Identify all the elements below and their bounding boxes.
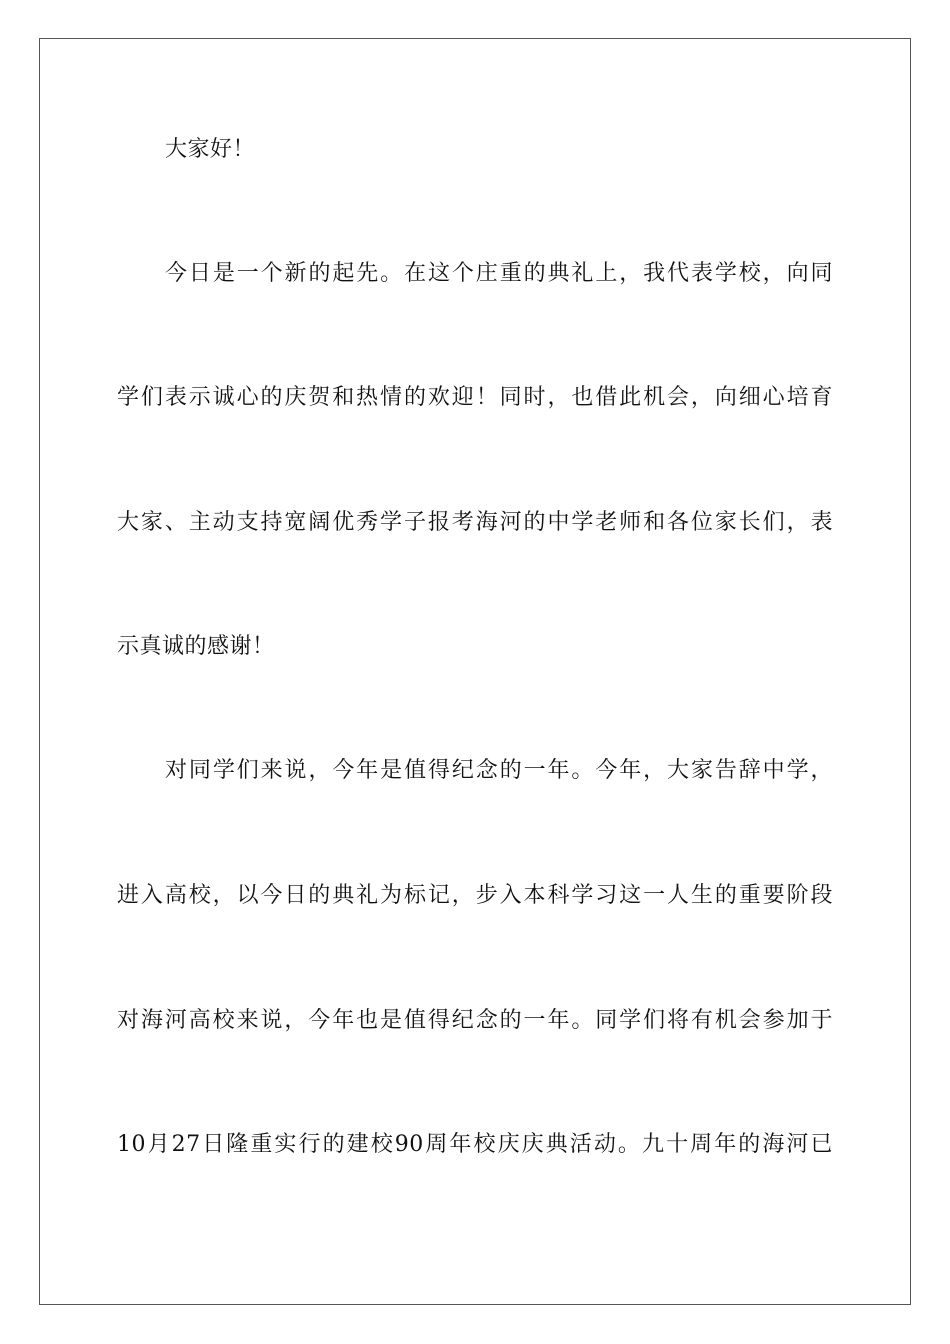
paragraph-2-line-2: 进入高校，以今日的典礼为标记，步入本科学习这一人生的重要阶段 bbox=[117, 883, 833, 908]
paragraph-3-line-2: 10月27日隆重实行的建校90周年校庆庆典活动。九十周年的海河已 bbox=[117, 1132, 833, 1157]
paragraph-1-line-4: 示真诚的感谢！ bbox=[117, 634, 275, 659]
paragraph-1-line-1: 今日是一个新的起先。在这个庄重的典礼上，我代表学校，向同 bbox=[165, 261, 833, 286]
paragraph-1-line-3: 大家、主动支持宽阔优秀学子报考海河的中学老师和各位家长们，表 bbox=[117, 510, 833, 535]
greeting-line: 大家好！ bbox=[165, 137, 256, 162]
paragraph-1-line-2: 学们表示诚心的庆贺和热情的欢迎！同时，也借此机会，向细心培育 bbox=[117, 385, 833, 410]
paragraph-2-line-1: 对同学们来说，今年是值得纪念的一年。今年，大家告辞中学， bbox=[165, 758, 833, 783]
page-frame bbox=[39, 38, 911, 1305]
paragraph-3-line-1: 对海河高校来说，今年也是值得纪念的一年。同学们将有机会参加于 bbox=[117, 1008, 833, 1033]
